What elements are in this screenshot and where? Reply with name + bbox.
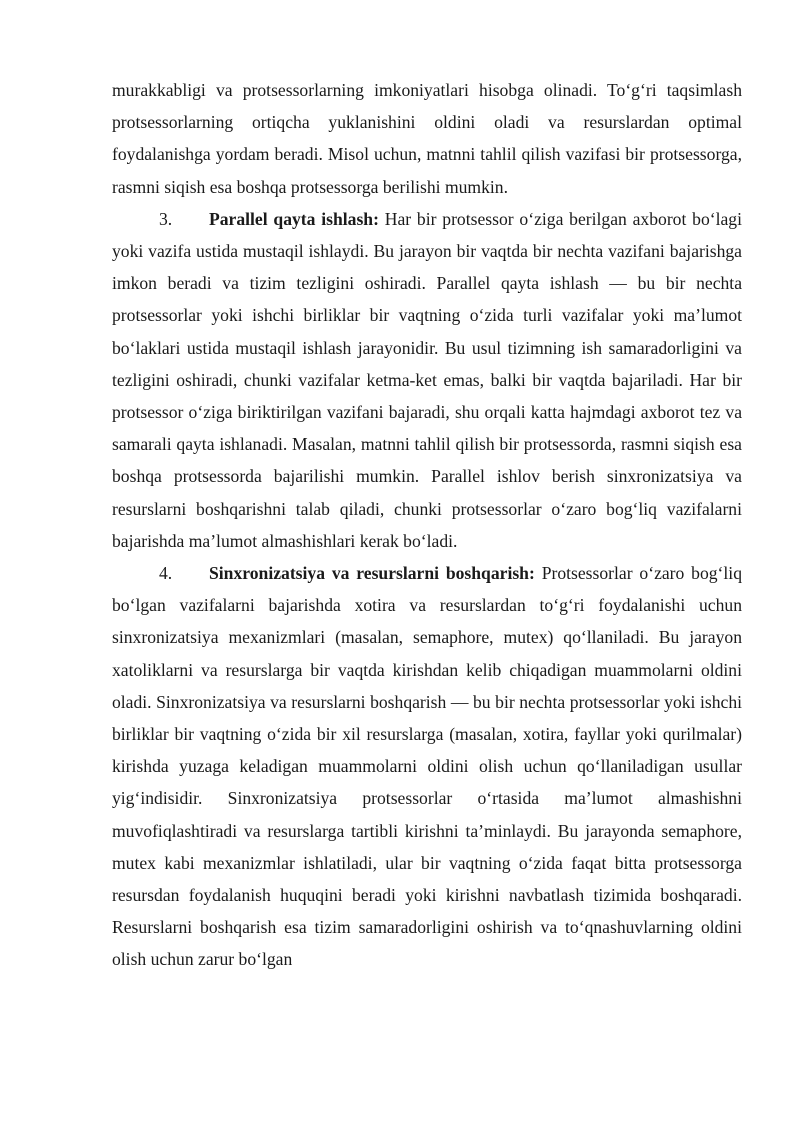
intro-paragraph: murakkabligi va protsessorlarning imkoniyatlari hisobga olinadi. To‘g‘ri taqsimlash protsessorlarning ortiqcha yuklanishini oldini oladi va resurslardan optimal foydalanishga yordam beradi. Misol uchun, matnni tahlil qilish vazifasi bir protsessorga, rasmni siqish esa boshqa protsessorga berilishi mumkin. [112, 80, 742, 197]
section-body: Har bir protsessor o‘ziga berilgan axborot bo‘lagi yoki vazifa ustida mustaqil ishlaydi. Bu jarayon bir vaqtda bir nechta vazifani bajarishga imkon beradi va tizim tezligini oshiradi. Parallel qayta ishlash — bu bir nechta protsessorlar yoki ishchi birliklar bir vaqtning o‘zida turli vazifalar yoki ma’lumot bo‘laklari ustida mustaqil ishlash jarayonidir. Bu usul tizimning ish samaradorligini va tezligini oshiradi, chunki vazifalar ketma-ket emas, balki bir vaqtda bajariladi. Har bir protsessor o‘ziga biriktirilgan vazifani bajaradi, shu orqali katta hajmdagi axborot tez va samarali qayta ishlanadi. Masalan, matnni tahlil qilish bir protsessorda, rasmni siqish esa boshqa protsessorda bajarilishi mumkin. Parallel ishlov berish sinxronizatsiya va resurslarni boshqarishni talab qiladi, chunki protsessorlar o‘zaro bog‘liq vazifalarni bajarishda ma’lumot almashishlari kerak bo‘ladi. [112, 208, 742, 551]
section-parallel-processing [112, 203, 742, 557]
section-synchronization [112, 557, 742, 976]
document-page [112, 74, 742, 976]
section-heading: Sinxronizatsiya va resurslarni boshqarish: [209, 563, 535, 584]
section-body: Protsessorlar o‘zaro bog‘liq bo‘lgan vazifalarni bajarishda xotira va resurslardan to‘g‘ri foydalanishi uchun sinxronizatsiya mexanizmlari (masalan, semaphore, mutex) qo‘llaniladi. Bu jarayon xatoliklarni va resurslarga bir vaqtda kirishdan kelib chiqadigan muammolarni oldini oladi. Sinxronizatsiya va resurslarni boshqarish — bu bir nechta protsessorlar yoki ishchi birliklar bir vaqtning o‘zida bir xil resurslarga (masalan, xotira, fayllar yoki qurilmalar) kirishda yuzaga keladigan muammolarni oldini olish uchun qo‘llaniladigan usullar yig‘indisidir. Sinxronizatsiya protsessorlar o‘rtasida ma’lumot almashishni muvofiqlashtiradi va resurslarga tartibli kirishni ta’minlaydi. Bu jarayonda semaphore, mutex kabi mexanizmlar ishlatiladi, ular bir vaqtning o‘zida faqat bitta protsessorga resursdan foydalanish huquqini beradi yoki kirishni navbatlash tizimida boshqaradi. Resurslarni boshqarish esa tizim samaradorligini oshirish va to‘qnashuvlarning oldini olish uchun zarur bo‘lgan [112, 563, 742, 970]
section-number: 3. [159, 208, 173, 229]
section-heading: Parallel qayta ishlash: [209, 208, 379, 229]
section-number: 4. [159, 563, 173, 584]
